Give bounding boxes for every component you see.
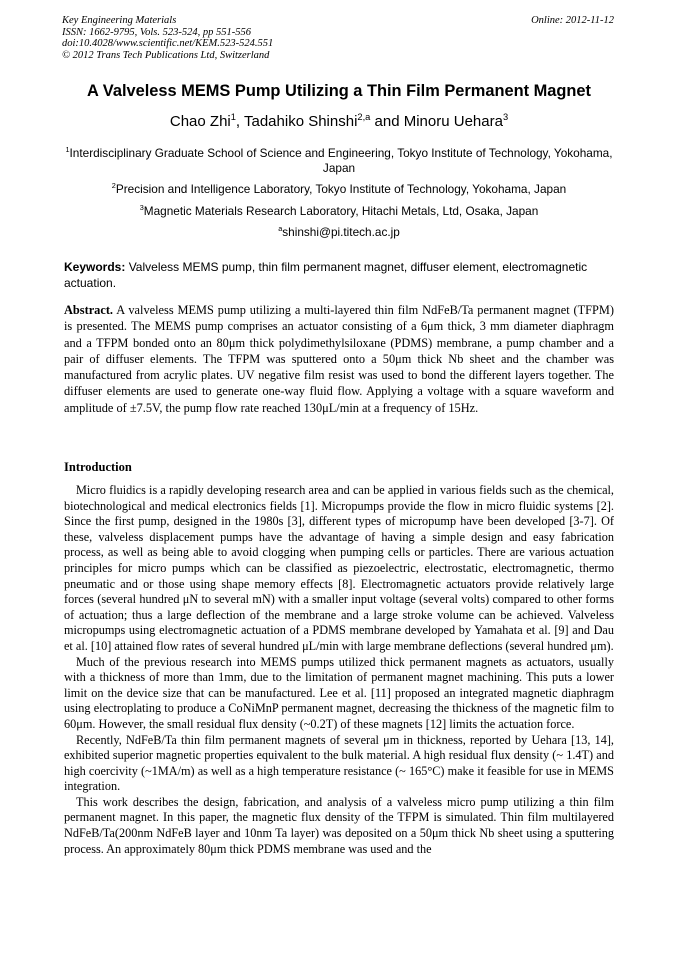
affiliation-3 [64, 204, 614, 219]
doi-line: doi:10.4028/www.scientific.net/KEM.523-524.551 [62, 38, 274, 49]
online-date: Online: 2012-11-12 [531, 15, 614, 26]
author-separator: and [370, 113, 404, 130]
author-name: Minoru Uehara [403, 113, 503, 130]
journal-header [62, 15, 273, 61]
keywords [64, 260, 614, 291]
author-affiliation-mark: 3 [502, 112, 509, 122]
keywords-label: Keywords: [64, 260, 126, 274]
affiliation-mark: 1 [65, 145, 70, 155]
author-affiliation-mark: 1 [230, 112, 236, 122]
copyright-line: © 2012 Trans Tech Publications Ltd, Switzerland [62, 49, 270, 61]
affiliation-text: Precision and Intelligence Laboratory, Tokyo Institute of Technology, Yokohama, Japan [115, 182, 567, 196]
affiliation-text: Interdisciplinary Graduate School of Science and Engineering, Tokyo Institute of Technology, Yokohama, Japan [69, 146, 613, 175]
paragraph: Much of the previous research into MEMS pumps utilized thick permanent magnets as actuators, usually with a thickness of more than 1mm, due to the limitation of permanent magnet machining. This puts a lower limit on the device size that can be manufactured. Lee et al. [11] proposed an integrated magnetic diaphragm using electroplating to produce a CoNiMnP permanent magnet, decreasing the thickness of the magnetic film to 60μm. However, the small residual flux density (~0.2T) of these magnets [12] limits the actuation force. [64, 654, 614, 731]
keywords-text: Valveless MEMS pump, thin film permanent magnet, diffuser element, electromagnetic actuation. [64, 260, 588, 290]
email-text: shinshi@pi.titech.ac.jp [282, 225, 400, 239]
abstract [64, 302, 614, 416]
corresponding-email [64, 225, 614, 240]
affiliation-1 [64, 146, 614, 176]
affiliation-text: Magnetic Materials Research Laboratory, Hitachi Metals, Ltd, Osaka, Japan [143, 204, 539, 218]
paper-title: A Valveless MEMS Pump Utilizing a Thin Film Permanent Magnet [87, 82, 591, 100]
abstract-label: Abstract. [64, 303, 114, 317]
author-name: Tadahiko Shinshi [244, 113, 358, 130]
paragraph: Micro fluidics is a rapidly developing research area and can be applied in various fields such as the chemical, biotechnological and medical electronics fields [1]. Micropumps provide the flow in micro fluidic systems [2]. Since the first pump, designed in the 1980s [3], different types of micropump have been developed [3-7]. Of these, valveless displacement pumps have the advantage of having a simple design and easy fabrication process, as well as being able to avoid clogging when pumping cells or particles. There are various actuation principles for micro pumps which can be classified as piezoelectric, electrostatic, electromagnetic, thermo pneumatic and or those using shape memory effects [8]. Electromagnetic actuators provide relatively large forces (several hundred μN to several mN) with a smaller input voltage (several volts) compared to other forms of actuation; thus a large deflection of the membrane and a large stroke volume can be achieved. Valveless micropumps using electromagnetic actuation of a PDMS membrane developed by Yamahata et al. [9] and Dau et al. [10] attained flow rates of several hundred μL/min with large membrane deflections (several hundred μm). [64, 483, 614, 653]
abstract-text: A valveless MEMS pump utilizing a multi-layered thin film NdFeB/Ta permanent magnet (TFPM) is presented. The MEMS pump comprises an actuator consisting of a 6μm thick, 3 mm diameter diaphragm and a TFPM bonded onto an 80μm thick polydimethylsiloxane (PDMS) membrane, a pump chamber and a pair of diffuser elements. The TFPM was sputtered onto a 50μm thick Nb sheet and the chamber was manufactured from acrylic plates. UV negative film resist was used to bond the different layers together. The diffuser elements are used to generate one-way fluid flow. Applying a voltage with a square waveform and amplitude of ±7.5V, the pump flow rate reached 130μL/min at a frequency of 15Hz. [64, 303, 614, 415]
affiliation-mark: 3 [139, 203, 144, 213]
issn-line: ISSN: 1662-9795, Vols. 523-524, pp 551-556 [62, 26, 251, 38]
author-affiliation-mark: 2,a [357, 112, 371, 122]
section-heading-introduction: Introduction [64, 460, 132, 474]
author-list [0, 113, 678, 130]
email-mark: a [278, 224, 283, 234]
affiliation-mark: 2 [111, 181, 116, 191]
paragraph: Recently, NdFeB/Ta thin film permanent magnets of several μm in thickness, reported by Uehara [13, 14], exhibited superior magnetic properties equivalent to the bulk material. A high residual flux density (~ 1.4T) and high coercivity (~1MA/m) as well as a high temperature resistance (~ 165°C) make it feasible for use in MEMS integration. [64, 732, 614, 794]
paragraph: This work describes the design, fabrication, and analysis of a valveless micro pump utilizing a thin film permanent magnet. In this paper, the magnetic flux density of the TFPM is simulated. Thin film multilayered NdFeB/Ta(200nm NdFeB layer and 10nm Ta layer) was deposited on a 50μm thick Nb sheet using a sputtering process. An approximately 80μm thick PDMS membrane was used and the [64, 794, 614, 856]
introduction-body [64, 483, 614, 857]
affiliation-2 [64, 182, 614, 197]
author-name: Chao Zhi [169, 113, 231, 130]
author-separator: , [235, 113, 244, 130]
journal-name: Key Engineering Materials [62, 15, 177, 26]
